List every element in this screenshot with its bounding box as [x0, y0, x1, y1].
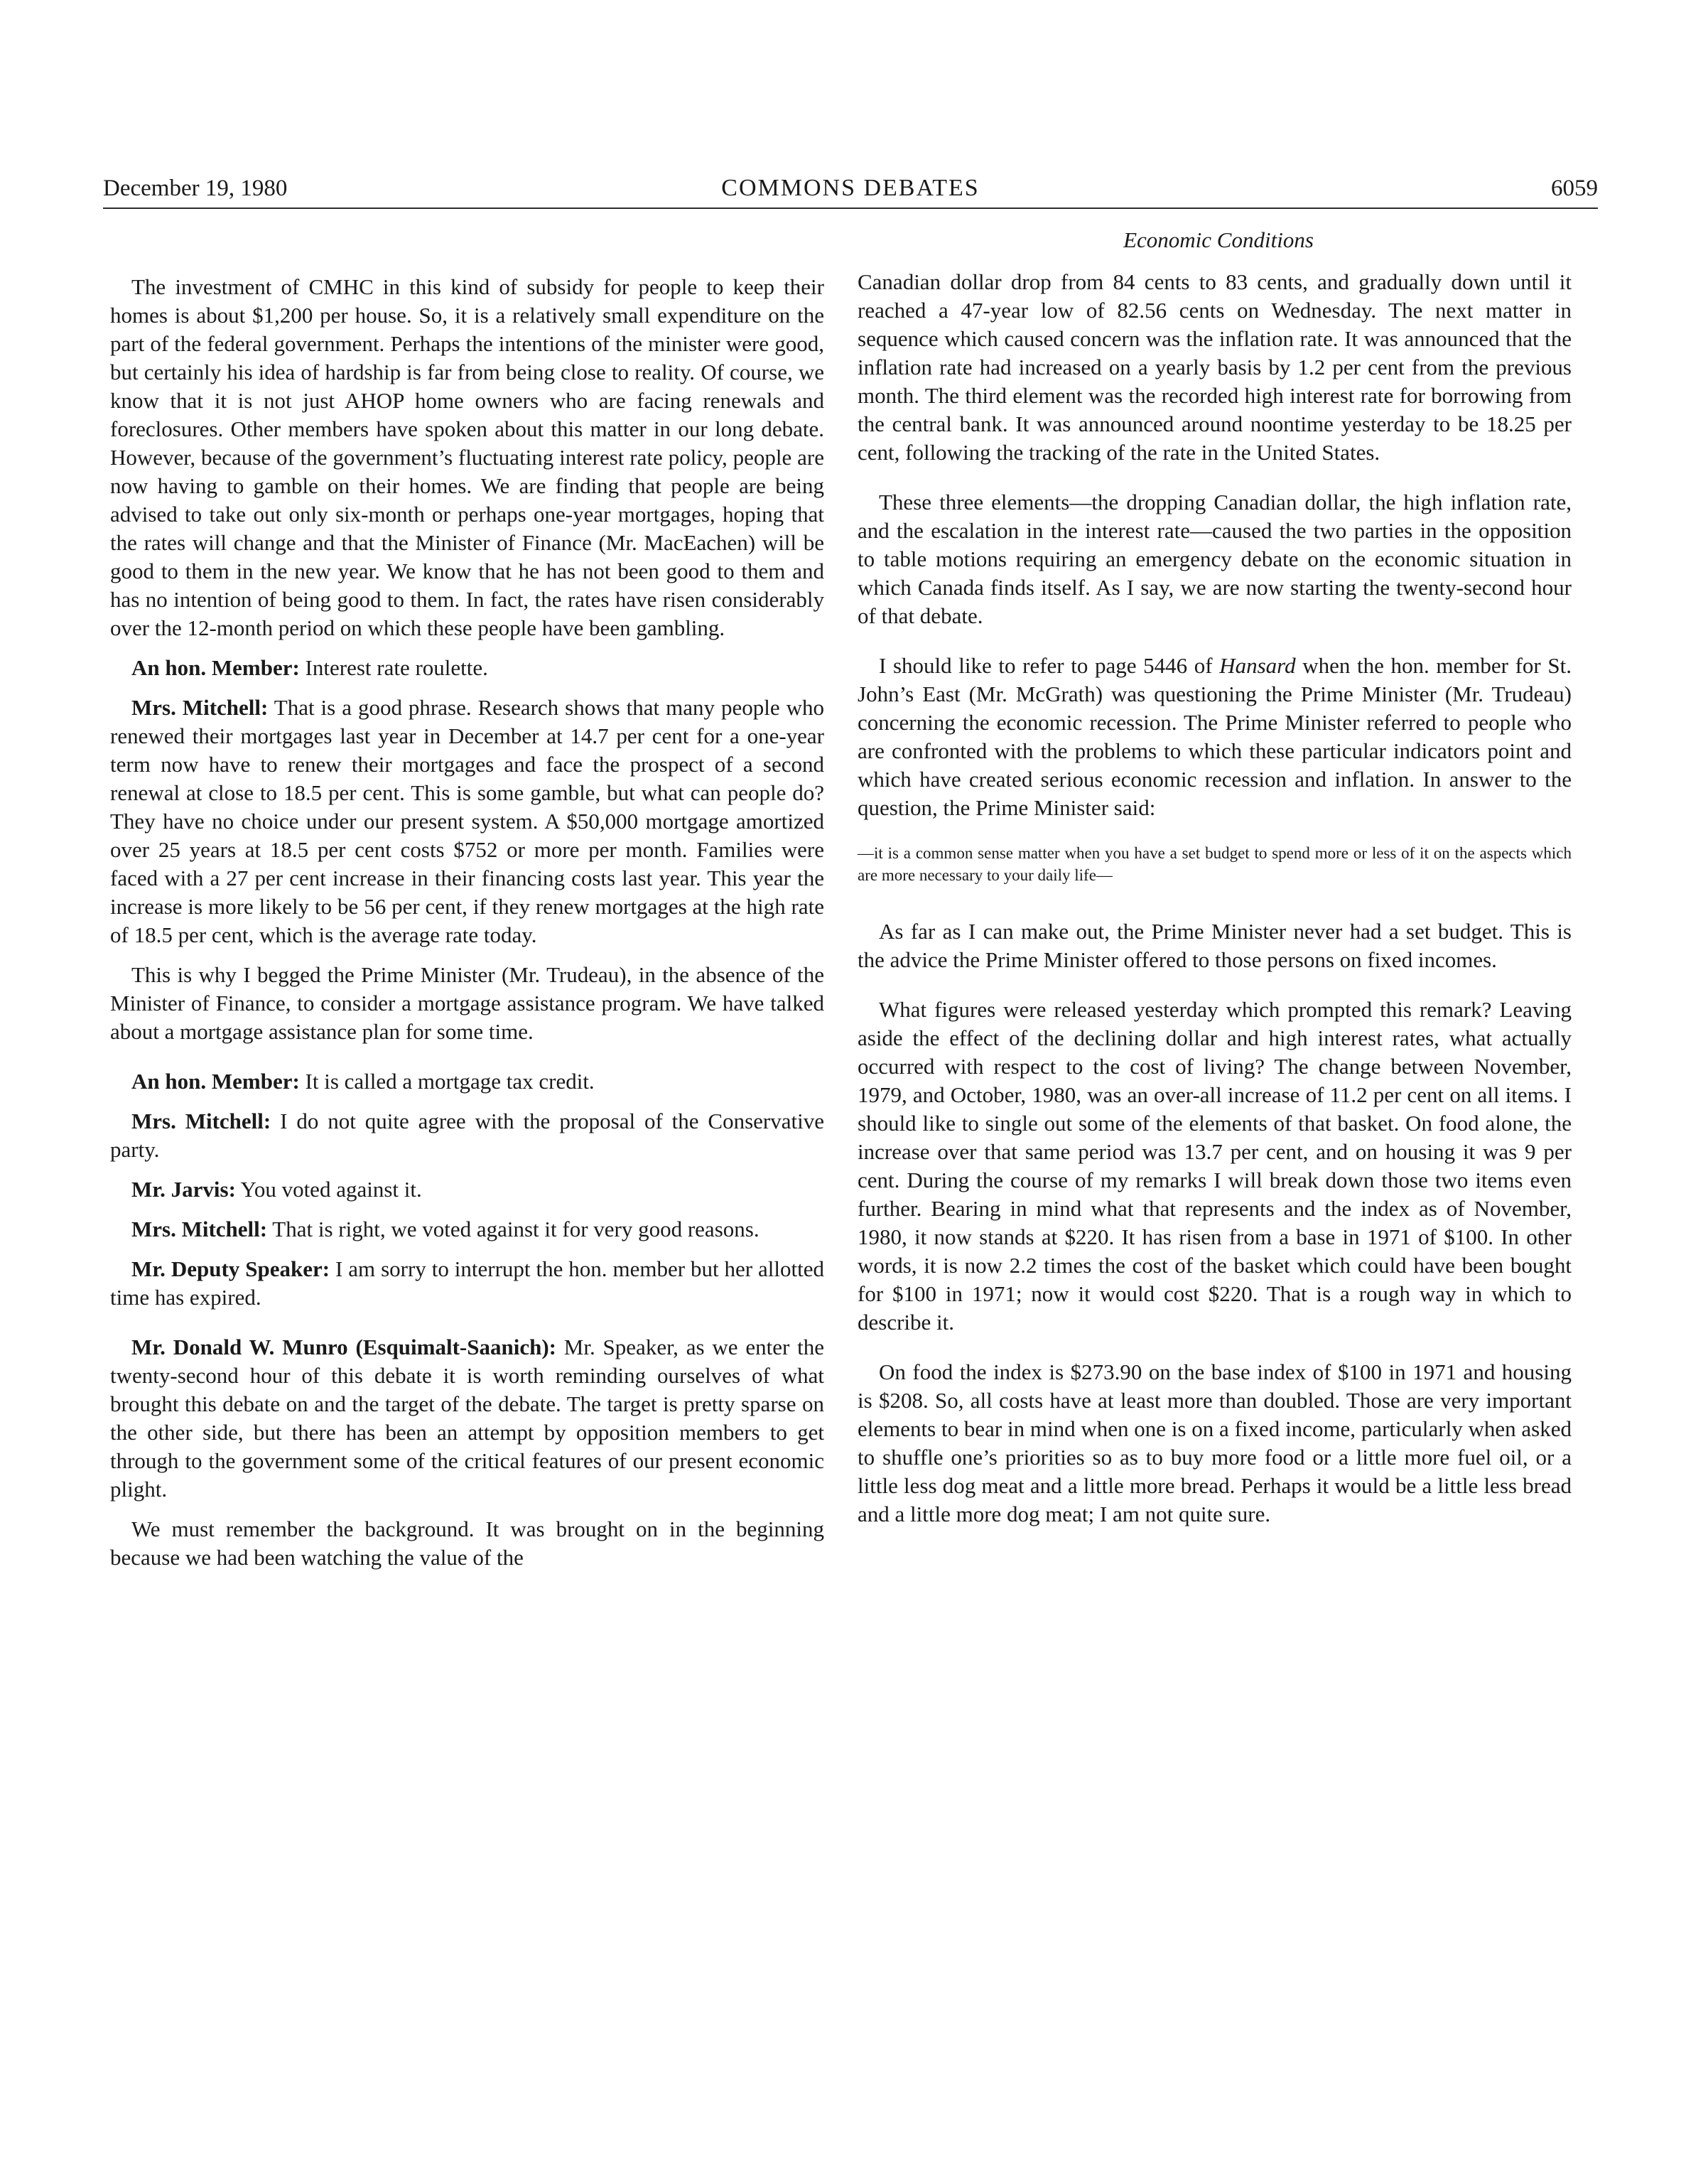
- paragraph: On food the index is $273.90 on the base index of $100 in 1971 and housing is $208. So, all costs have at least more than doubled. Those are very important elements to bear in mind when one is on a fixed income, particularly when asked to shuffle one’s priorities so as to buy more food or a little more fuel oil, or a little less dog meat and a little more bread. Perhaps it would be a little less bread and a little more dog meat; I am not quite sure.: [858, 1359, 1572, 1526]
- paragraph: Canadian dollar drop from 84 cents to 83 cents, and gradually down until it reached a 47-year low of 82.56 cents on Wednesday. The next matter in sequence which caused concern was the inflation rate. It was announced that the inflation rate had increased on a yearly basis by 1.2 per cent from the previous month. The third element was the recorded high interest rate for borrowing from the central bank. It was announced around noontime yesterday to be 18.25 per cent, following the tracking of the rate in the United States.: [858, 269, 1572, 465]
- right-column: [858, 268, 1572, 1540]
- header-title: COMMONS DEBATES: [721, 175, 980, 201]
- paragraph: The investment of CMHC in this kind of subsidy for people to keep their homes is about $1,200 per house. So, it is a relatively small expenditure on the part of the federal government. Perhaps the intentions of the minister were good, but certainly his idea of hardship is far from being close to reality. Of course, we know that it is not just AHOP home owners who are facing renewals and foreclosures. Other members have spoken about this matter in our long debate. However, because of the government’s fluctuating interest rate policy, people are now having to gamble on their homes. We are finding that people are being advised to take out only six-month or perhaps one-year mortgages, hoping that the rates will change and that the Minister of Finance (Mr. MacEachen) will be good to them in the new year. We know that he has not been good to them and has no intention of being good to them. In fact, the rates have risen considerably over the 12-month period on which these people have been gambling.: [110, 274, 824, 640]
- speech-text: That is right, we voted against it for very good reasons.: [267, 1217, 760, 1241]
- paragraph: These three elements—the dropping Canadian dollar, the high inflation rate, and the escalation in the interest rate—caused the two parties in the opposition to table motions requiring an emergency debate on the economic situation in which Canada finds itself. As I say, we are now starting the twenty-second hour of that debate.: [858, 490, 1572, 628]
- speech-paragraph: [110, 654, 824, 682]
- paragraph: We must remember the background. It was brought on in the beginning because we had been watching the value of the: [110, 1516, 824, 1570]
- speech-text: I am sorry to interrupt the hon. member but her allotted time has expired.: [110, 1256, 824, 1310]
- speaker-name: Mr. Jarvis:: [131, 1177, 236, 1202]
- speech-text: You voted against it.: [235, 1177, 422, 1202]
- section-title: Economic Conditions: [1123, 227, 1314, 252]
- speech-paragraph: [110, 1255, 824, 1312]
- speaker-name: An hon. Member:: [131, 655, 300, 680]
- speaker-name: Mr. Donald W. Munro (Esquimalt-Saanich):: [131, 1335, 556, 1359]
- hansard-reference: Hansard: [1219, 653, 1296, 678]
- speaker-name: An hon. Member:: [131, 1069, 300, 1094]
- speech-paragraph: [110, 1067, 824, 1096]
- block-quote: —it is a common sense matter when you have a set budget to spend more or less of it on the aspects which are more necessary to your daily life—: [858, 844, 1572, 884]
- speech-paragraph: [110, 1175, 824, 1204]
- speaker-name: Mrs. Mitchell:: [131, 1109, 271, 1133]
- speech-paragraph: [110, 1215, 824, 1244]
- paragraph: [858, 652, 1572, 822]
- speech-text: It is called a mortgage tax credit.: [299, 1069, 595, 1094]
- speaker-name: Mrs. Mitchell:: [131, 1217, 268, 1241]
- left-column: [110, 273, 824, 1583]
- speaker-name: Mr. Deputy Speaker:: [131, 1256, 330, 1281]
- speech-paragraph: [110, 694, 824, 949]
- header-date: December 19, 1980: [103, 176, 288, 201]
- speech-text: That is a good phrase. Research shows that many people who renewed their mortgages last year in December at 14.7 per cent for a one-year term now have to renew their mortgages and face the prospect of a second renewal at close to 18.5 per cent. This is some gamble, but what can people do? They have no choice under our present system. A $50,000 mortgage amortized over 25 years at 18.5 per cent costs $752 or more per month. Families were faced with a 27 per cent increase in their financing costs last year. This year the increase is more likely to be 56 per cent, if they renew mortgages at the high rate of 18.5 per cent, which is the average rate today.: [110, 695, 824, 947]
- speech-paragraph: [110, 1333, 824, 1504]
- paragraph: What figures were released yesterday which prompted this remark? Leaving aside the effect of the declining dollar and high interest rates, what actually occurred with respect to the cost of living? The change between November, 1979, and October, 1980, was an over-all increase of 11.2 per cent on all items. I should like to single out some of the elements of that basket. On food alone, the increase over that same period was 13.7 per cent, and on housing it was 9 per cent. During the course of my remarks I will break down those two items even further. Bearing in mind what that represents and the index as of November, 1980, it now stands at $220. It has risen from a base in 1971 of $100. In other words, it is now 2.2 times the cost of the basket which could have been bought for $100 in 1971; now it would cost $220. That is a rough way in which to describe it.: [858, 997, 1572, 1335]
- speech-paragraph: [110, 1107, 824, 1164]
- paragraph-text: I should like to refer to page 5446 of: [879, 653, 1220, 678]
- paragraph: As far as I can make out, the Prime Minister never had a set budget. This is the advice the Prime Minister offered to those persons on fixed incomes.: [858, 919, 1572, 972]
- speech-text: I do not quite agree with the proposal of the Conservative party.: [110, 1109, 825, 1162]
- speaker-name: Mrs. Mitchell:: [131, 695, 269, 720]
- paragraph: This is why I begged the Prime Minister (Mr. Trudeau), in the absence of the Minister of Finance, to consider a mortgage assistance program. We have talked about a mortgage assistance plan for some time.: [110, 962, 824, 1044]
- page-number: 6059: [1551, 176, 1598, 201]
- speech-text: Mr. Speaker, as we enter the twenty-second hour of this debate it is worth reminding ourselves of what brought this debate on and the target of the debate. The target is pretty sparse on the other side, but there has been an attempt by opposition members to get through to the government some of the critical features of our present economic plight.: [110, 1335, 825, 1502]
- running-header: [103, 169, 1598, 209]
- speech-text: Interest rate roulette.: [299, 655, 488, 680]
- paragraph-text: when the hon. member for St. John’s East (Mr. McGrath) was questioning the Prime Minister (Mr. Trudeau) concerning the economic recession. The Prime Minister referred to people who are confronted with the problems to which these particular indicators point and which have created serious economic recession and inflation. In answer to the question, the Prime Minister said:: [858, 653, 1572, 820]
